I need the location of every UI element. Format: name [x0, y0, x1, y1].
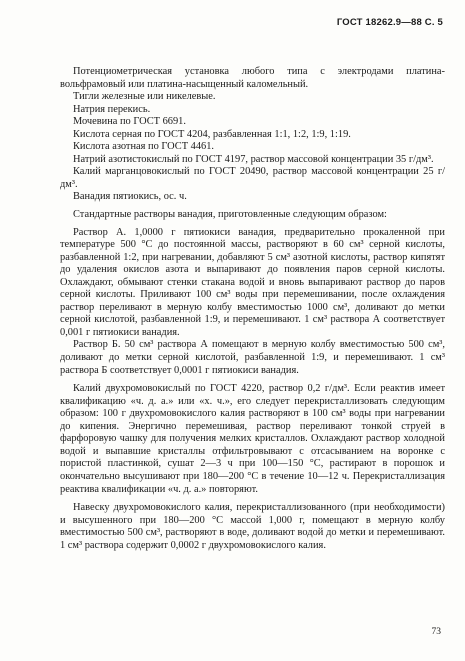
paragraph-vanadium-pentoxide: Ванадия пятиокись, ос. ч. — [73, 191, 187, 203]
paragraph-crucibles: Тигли железные или никелевые. — [73, 91, 216, 103]
paragraph-sodium-peroxide: Натрия перекись. — [73, 103, 151, 115]
paragraph-sodium-nitrite: Натрий азотистокислый по ГОСТ 4197, раствор массовой концентрации 35 г/дм³. — [73, 153, 434, 165]
paragraph-potassium-permanganate: Калий марганцовокислый по ГОСТ 20490, раствор массовой концентрации 25 г/дм³. — [60, 166, 445, 190]
paragraph-dichromate-sample: Навеску двухромовокислого калия, перекристаллизованного (при необходимости) и высушенного при 180—200 °С массой 1,000 г, помещают в мерную колбу вместимостью 500 см³, растворяют в воде, доливают водой до метки и перемешивают. 1 см³ раствора содержит 0,0002 г двухромовокислого калия. — [60, 502, 445, 551]
paragraph-solution-b: Раствор Б. 50 см³ раствора А помещают в мерную колбу вместимостью 500 см³, доливают до метки серной кислотой, разбавленной 1:9, и перемешивают. 1 см³ раствора Б соответствует 0,0001 г пятиокиси ванадия. — [60, 339, 445, 376]
paragraph-potentiometric-setup: Потенциометрическая установка любого типа с электродами платина-вольфрамовый или платина-насыщенный каломельный. — [60, 66, 445, 90]
paragraph-sulfuric-acid: Кислота серная по ГОСТ 4204, разбавленная 1:1, 1:2, 1:9, 1:19. — [73, 128, 351, 140]
paragraph-solution-a: Раствор А. 1,0000 г пятиокиси ванадия, предварительно прокаленной при температуре 500 °С до постоянной массы, растворяют в 60 см³ серной кислоты, разбавленной 1:2, при нагревании, добавляют 5 см³ азотной кислоты, раствор кипятят до удаления окислов азота и выпаривают до появления паров серной кислоты. Охлаждают, обмывают стенки стакана водой и вновь выпаривают раствор до паров серной кислоты. Приливают 100 см³ воды при перемешивании, после охлаждения раствор переливают в мерную колбу вместимостью 1000 см³, доливают до метки серной кислотой, разбавленной 1:9, и перемешивают. 1 см³ раствора А соответствует 0,001 г пятиокиси ванадия. — [60, 226, 445, 338]
page-body — [60, 66, 445, 552]
paragraph-standard-solutions: Стандартные растворы ванадия, приготовленные следующим образом: — [73, 209, 387, 221]
paragraph-potassium-dichromate: Калий двухромовокислый по ГОСТ 4220, раствор 0,2 г/дм³. Если реактив имеет квалификацию «ч. д. а.» или «х. ч.», его следует перекристаллизовать следующим образом: 100 г двухромовокислого калия растворяют в 100 см³ воды при нагревании до кипения. Энергично перемешивая, раствор переливают тонкой струей в фарфоровую чашку для получения мелких кристаллов. Охлаждают раствор холодной водой и выпавшие кристаллы отфильтровывают с отсасыванием на воронке с пористой пластинкой, сушат 2—3 ч при 100—150 °С, растирают в порошок и окончательно высушивают при 180—200 °С в течение 10—12 ч. Перекристаллизация реактива квалификации «ч. д. а.» повторяют. — [60, 383, 445, 495]
paragraph-nitric-acid: Кислота азотная по ГОСТ 4461. — [73, 141, 215, 153]
running-header: ГОСТ 18262.9—88 С. 5 — [336, 17, 443, 28]
page-number: 73 — [431, 627, 441, 637]
paragraph-urea: Мочевина по ГОСТ 6691. — [73, 116, 186, 128]
